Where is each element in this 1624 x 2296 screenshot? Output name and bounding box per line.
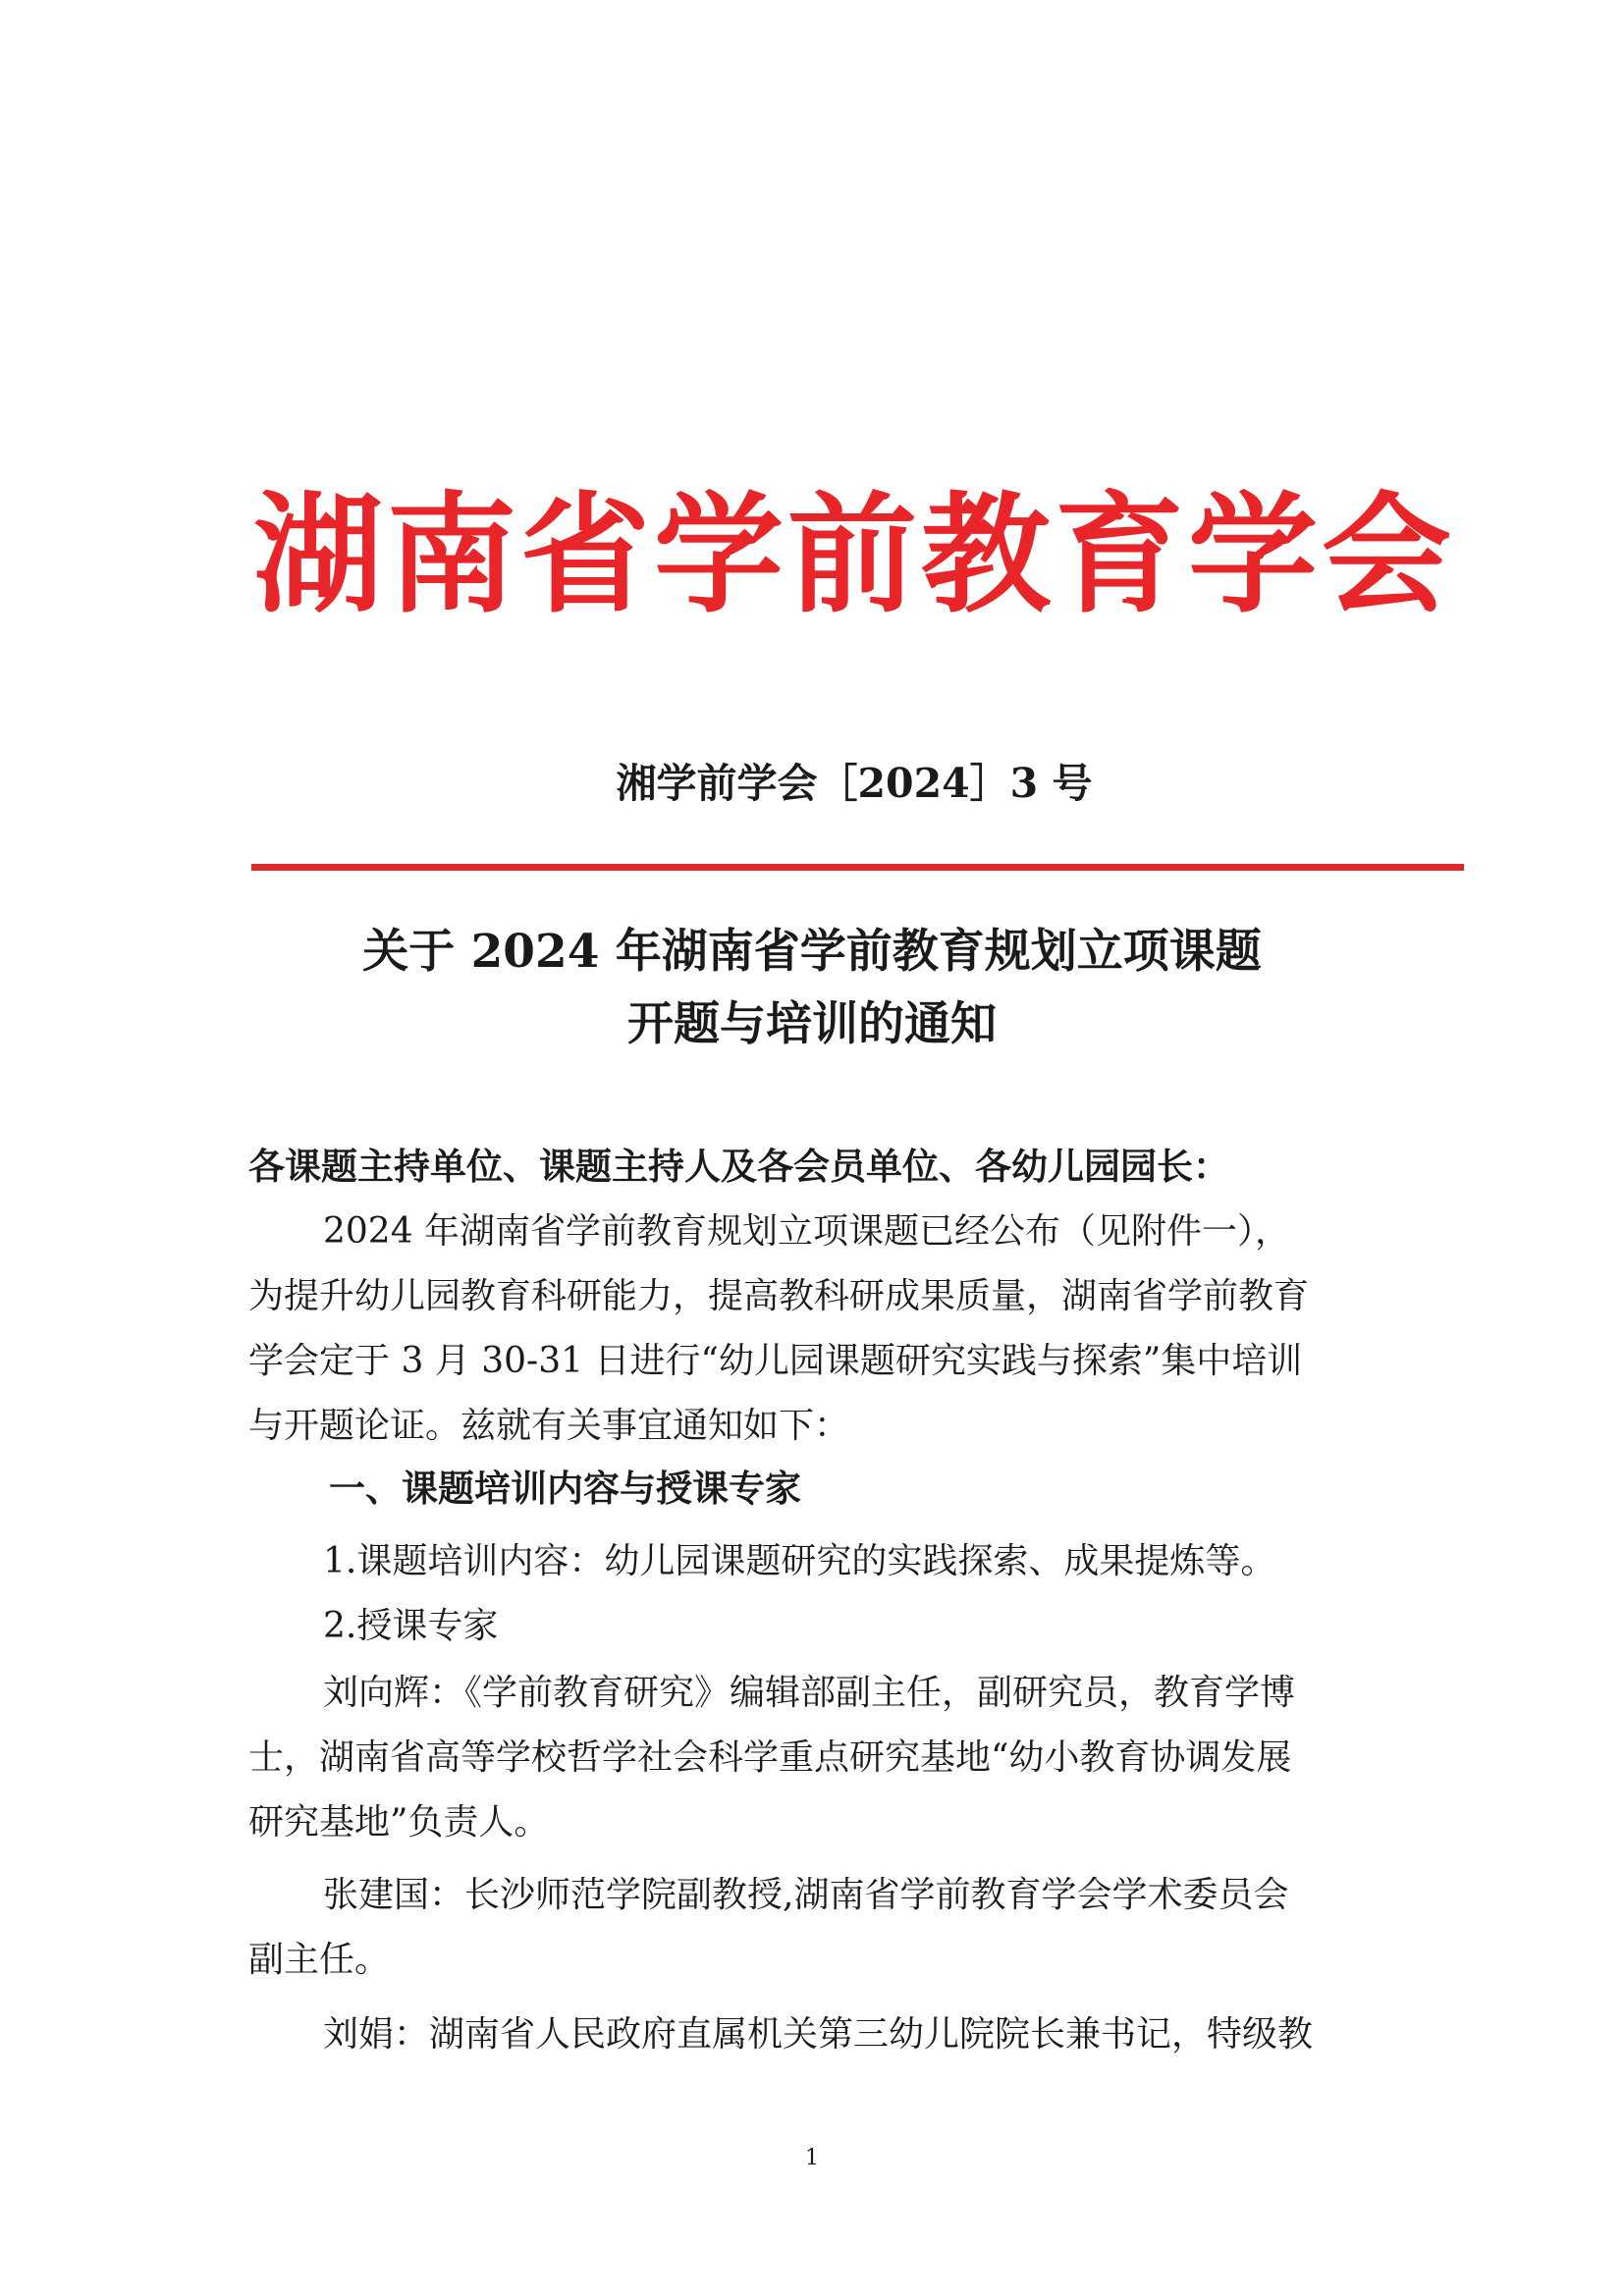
document-title-line-2: 开题与培训的通知 [627, 997, 997, 1051]
intro-line: 2024 年湖南省学前教育规划立项课题已经公布（见附件一）， [323, 1211, 1291, 1252]
expert-line: 副主任。 [248, 1940, 391, 1980]
intro-line: 与开题论证。兹就有关事宜通知如下： [248, 1406, 850, 1446]
intro-line: 为提升幼儿园教育科研能力，提高教科研成果质量，湖南省学前教育 [248, 1276, 1310, 1316]
section-1-items [248, 1529, 1387, 1659]
expert-line: 研究基地”负责人。 [248, 1802, 550, 1842]
letterhead-red-rule [251, 864, 1464, 871]
expert-1-paragraph [248, 1661, 1387, 1855]
expert-3-paragraph [248, 2002, 1387, 2067]
expert-line: 刘娟：湖南省人民政府直属机关第三幼儿院院长兼书记，特级教 [323, 2014, 1314, 2055]
training-content-item: 1.课题培训内容：幼儿园课题研究的实践探索、成果提炼等。 [323, 1541, 1276, 1581]
section-1-heading: 一、课题培训内容与授课专家 [329, 1468, 801, 1510]
intro-paragraph [248, 1200, 1387, 1459]
salutation: 各课题主持单位、课题主持人及各会员单位、各幼儿园园长： [248, 1146, 1229, 1188]
intro-line: 学会定于 3 月 30-31 日进行“幼儿园课题研究实践与探索”集中培训 [248, 1341, 1303, 1381]
letterhead-org-name: 湖南省学前教育学会 [253, 480, 1455, 631]
experts-item: 2.授课专家 [323, 1606, 499, 1646]
expert-line: 张建国：长沙师范学院副教授,湖南省学前教育学会学术委员会 [323, 1875, 1289, 1915]
expert-line: 士，湖南省高等学校哲学社会科学重点研究基地“幼小教育协调发展 [248, 1737, 1292, 1778]
page-number: 1 [805, 2146, 819, 2170]
document-title-line-1: 关于 2024 年湖南省学前教育规划立项课题 [362, 925, 1262, 979]
expert-2-paragraph [248, 1863, 1387, 1993]
expert-line: 刘向辉：《学前教育研究》编辑部副主任，副研究员，教育学博 [323, 1673, 1296, 1713]
document-number: 湘学前学会［2024］3 号 [616, 760, 1093, 807]
